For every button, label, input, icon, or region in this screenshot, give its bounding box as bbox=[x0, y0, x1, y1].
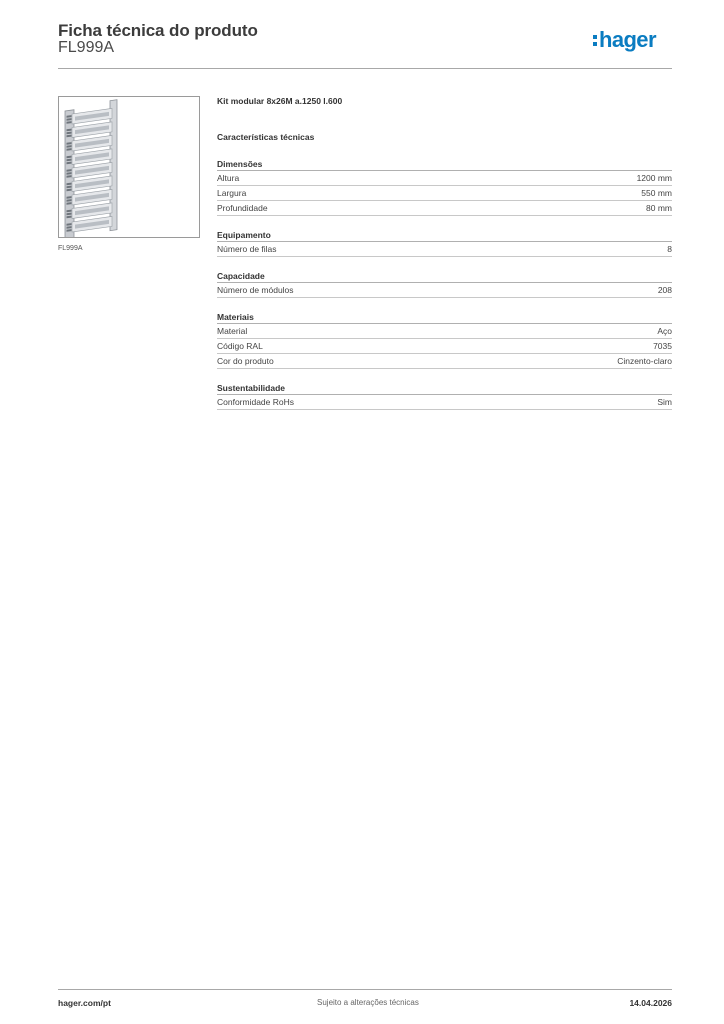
spec-value: 208 bbox=[657, 285, 672, 295]
modular-kit-product-image bbox=[59, 97, 199, 237]
spec-row bbox=[217, 186, 672, 201]
spec-row bbox=[217, 354, 672, 369]
spec-section bbox=[217, 311, 672, 369]
spec-row bbox=[217, 171, 672, 186]
footer-date: 14.04.2026 bbox=[629, 998, 672, 1008]
section-title: Equipamento bbox=[217, 229, 672, 242]
spec-value: 7035 bbox=[653, 341, 672, 351]
header-title: Ficha técnica do produto bbox=[58, 21, 258, 40]
spec-label: Conformidade RoHs bbox=[217, 397, 295, 407]
spec-section bbox=[217, 270, 672, 298]
section-title: Sustentabilidade bbox=[217, 382, 672, 395]
spec-sections bbox=[217, 158, 672, 410]
spec-row bbox=[217, 324, 672, 339]
spec-value: Aço bbox=[657, 326, 672, 336]
spec-row bbox=[217, 283, 672, 298]
spec-row bbox=[217, 395, 672, 410]
spec-value: Cinzento-claro bbox=[617, 356, 672, 366]
spec-label: Largura bbox=[217, 188, 247, 198]
product-reference: FL999A bbox=[58, 39, 115, 56]
spec-section bbox=[217, 229, 672, 257]
spec-value: Sim bbox=[657, 397, 672, 407]
section-title: Capacidade bbox=[217, 270, 672, 283]
footer-notice: Sujeito a alterações técnicas bbox=[317, 998, 419, 1007]
product-description: Kit modular 8x26M a.1250 l.600 bbox=[217, 96, 343, 106]
spec-label: Altura bbox=[217, 173, 240, 183]
header-divider bbox=[58, 68, 672, 69]
technical-characteristics-heading: Características técnicas bbox=[217, 132, 315, 142]
spec-value: 80 mm bbox=[646, 203, 672, 213]
spec-value: 550 mm bbox=[641, 188, 672, 198]
spec-label: Cor do produto bbox=[217, 356, 274, 366]
spec-section bbox=[217, 158, 672, 216]
spec-row bbox=[217, 242, 672, 257]
spec-label: Número de filas bbox=[217, 244, 277, 254]
section-title: Dimensões bbox=[217, 158, 672, 171]
section-title: Materiais bbox=[217, 311, 672, 324]
spec-section bbox=[217, 382, 672, 410]
spec-value: 8 bbox=[667, 244, 672, 254]
logo-wordmark: hager bbox=[599, 27, 656, 52]
spec-row bbox=[217, 201, 672, 216]
footer-divider bbox=[58, 989, 672, 990]
hager-logo bbox=[593, 29, 675, 53]
spec-label: Código RAL bbox=[217, 341, 263, 351]
logo-colon-mark bbox=[593, 35, 597, 49]
spec-label: Número de módulos bbox=[217, 285, 294, 295]
product-image-frame bbox=[58, 96, 200, 238]
spec-sheet bbox=[217, 96, 672, 423]
footer-website: hager.com/pt bbox=[58, 998, 111, 1008]
spec-label: Profundidade bbox=[217, 203, 268, 213]
spec-row bbox=[217, 339, 672, 354]
spec-label: Material bbox=[217, 326, 248, 336]
spec-value: 1200 mm bbox=[636, 173, 672, 183]
image-caption: FL999A bbox=[58, 245, 83, 252]
